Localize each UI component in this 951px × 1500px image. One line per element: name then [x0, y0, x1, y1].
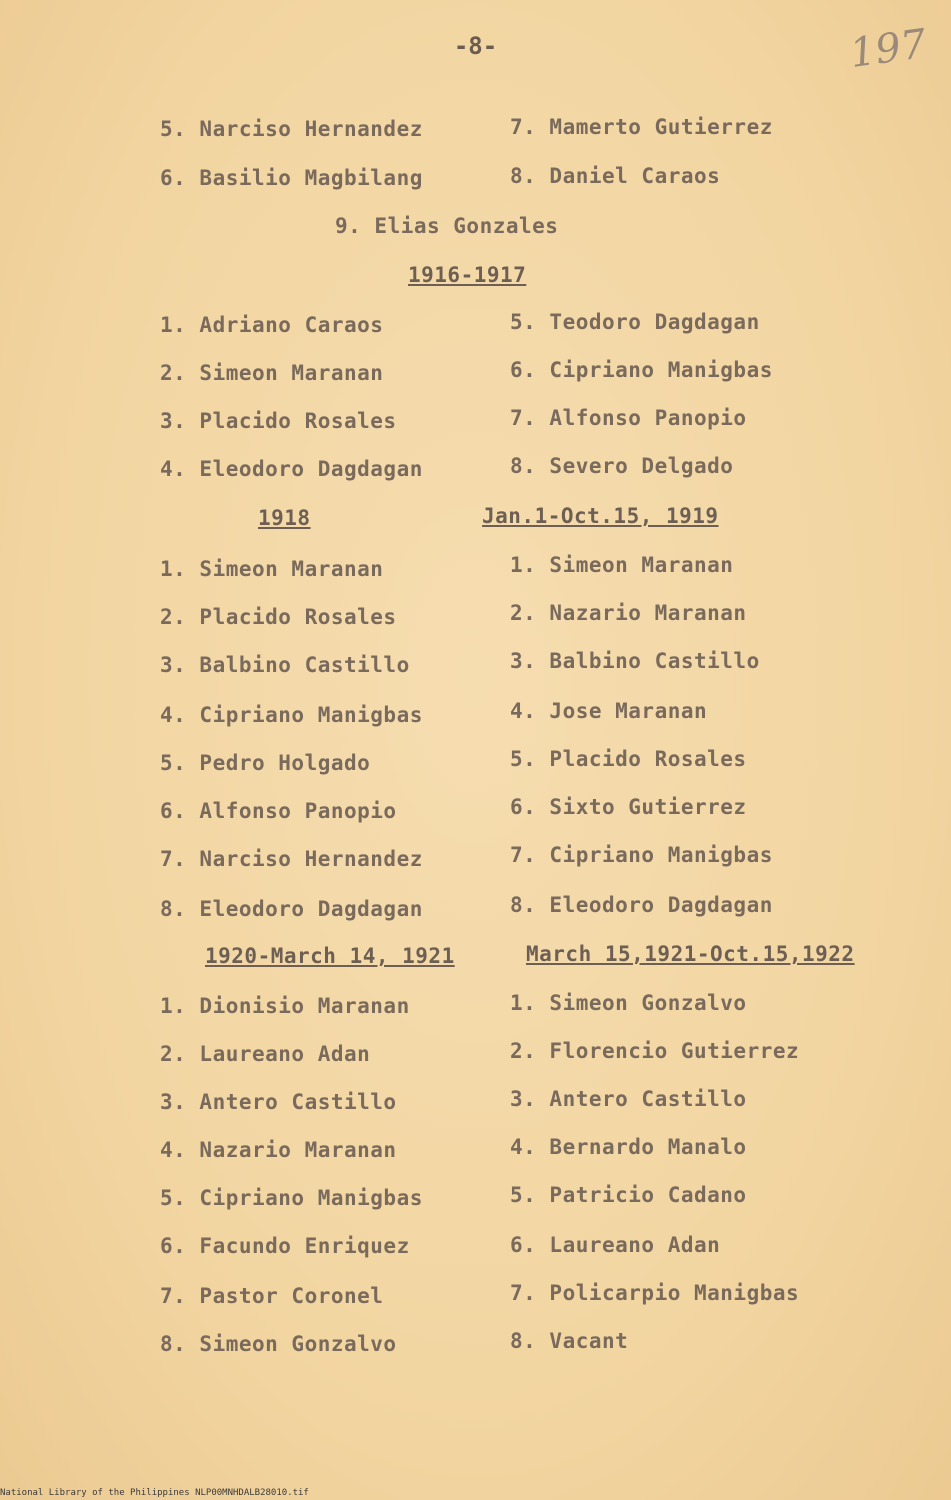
list-item: 4. Jose Maranan [510, 699, 708, 723]
list-item: 7. Mamerto Gutierrez [510, 115, 773, 139]
list-item: 4. Bernardo Manalo [510, 1135, 747, 1159]
list-item: 8. Eleodoro Dagdagan [510, 893, 773, 917]
list-item: 5. Narciso Hernandez [160, 117, 423, 141]
list-item: 2. Simeon Maranan [160, 361, 384, 385]
list-item: 8. Daniel Caraos [510, 164, 721, 188]
list-item: 5. Placido Rosales [510, 747, 747, 771]
list-item: 3. Antero Castillo [160, 1090, 397, 1114]
list-item: 4. Cipriano Manigbas [160, 703, 423, 727]
list-item: 2. Placido Rosales [160, 605, 397, 629]
list-item: 9. Elias Gonzales [335, 214, 559, 238]
section-heading-1919: Jan.1-Oct.15, 1919 [482, 504, 719, 528]
list-item: 6. Cipriano Manigbas [510, 358, 773, 382]
list-item: 5. Teodoro Dagdagan [510, 310, 760, 334]
list-item: 1. Simeon Maranan [510, 553, 734, 577]
list-item: 4. Eleodoro Dagdagan [160, 457, 423, 481]
list-item: 6. Facundo Enriquez [160, 1234, 410, 1258]
section-heading-1916-1917: 1916-1917 [408, 263, 527, 287]
page-number: -8- [453, 32, 498, 60]
list-item: 3. Balbino Castillo [510, 649, 760, 673]
list-item: 3. Placido Rosales [160, 409, 397, 433]
archive-footer: National Library of the Philippines NLP00MNHDALB28010.tif [0, 1488, 309, 1498]
list-item: 7. Alfonso Panopio [510, 406, 747, 430]
list-item: 7. Pastor Coronel [160, 1284, 384, 1308]
list-item: 5. Cipriano Manigbas [160, 1186, 423, 1210]
list-item: 8. Severo Delgado [510, 454, 734, 478]
list-item: 4. Nazario Maranan [160, 1138, 397, 1162]
list-item: 1. Simeon Maranan [160, 557, 384, 581]
section-heading-1920-1921: 1920-March 14, 1921 [205, 944, 455, 968]
list-item: 1. Simeon Gonzalvo [510, 991, 747, 1015]
list-item: 7. Policarpio Manigbas [510, 1281, 800, 1305]
list-item: 2. Nazario Maranan [510, 601, 747, 625]
list-item: 3. Balbino Castillo [160, 653, 410, 677]
list-item: 6. Laureano Adan [510, 1233, 721, 1257]
list-item: 5. Pedro Holgado [160, 751, 371, 775]
section-heading-1918: 1918 [258, 506, 311, 530]
list-item: 1. Dionisio Maranan [160, 994, 410, 1018]
section-heading-1921-1922: March 15,1921-Oct.15,1922 [526, 942, 855, 966]
list-item: 1. Adriano Caraos [160, 313, 384, 337]
list-item: 6. Sixto Gutierrez [510, 795, 747, 819]
list-item: 2. Laureano Adan [160, 1042, 371, 1066]
list-item: 6. Alfonso Panopio [160, 799, 397, 823]
list-item: 8. Eleodoro Dagdagan [160, 897, 423, 921]
handwritten-page-note: 197 [847, 20, 930, 78]
list-item: 8. Simeon Gonzalvo [160, 1332, 397, 1356]
list-item: 7. Cipriano Manigbas [510, 843, 773, 867]
list-item: 5. Patricio Cadano [510, 1183, 747, 1207]
list-item: 3. Antero Castillo [510, 1087, 747, 1111]
list-item: 6. Basilio Magbilang [160, 166, 423, 190]
list-item: 7. Narciso Hernandez [160, 847, 423, 871]
list-item: 8. Vacant [510, 1329, 629, 1353]
list-item: 2. Florencio Gutierrez [510, 1039, 800, 1063]
